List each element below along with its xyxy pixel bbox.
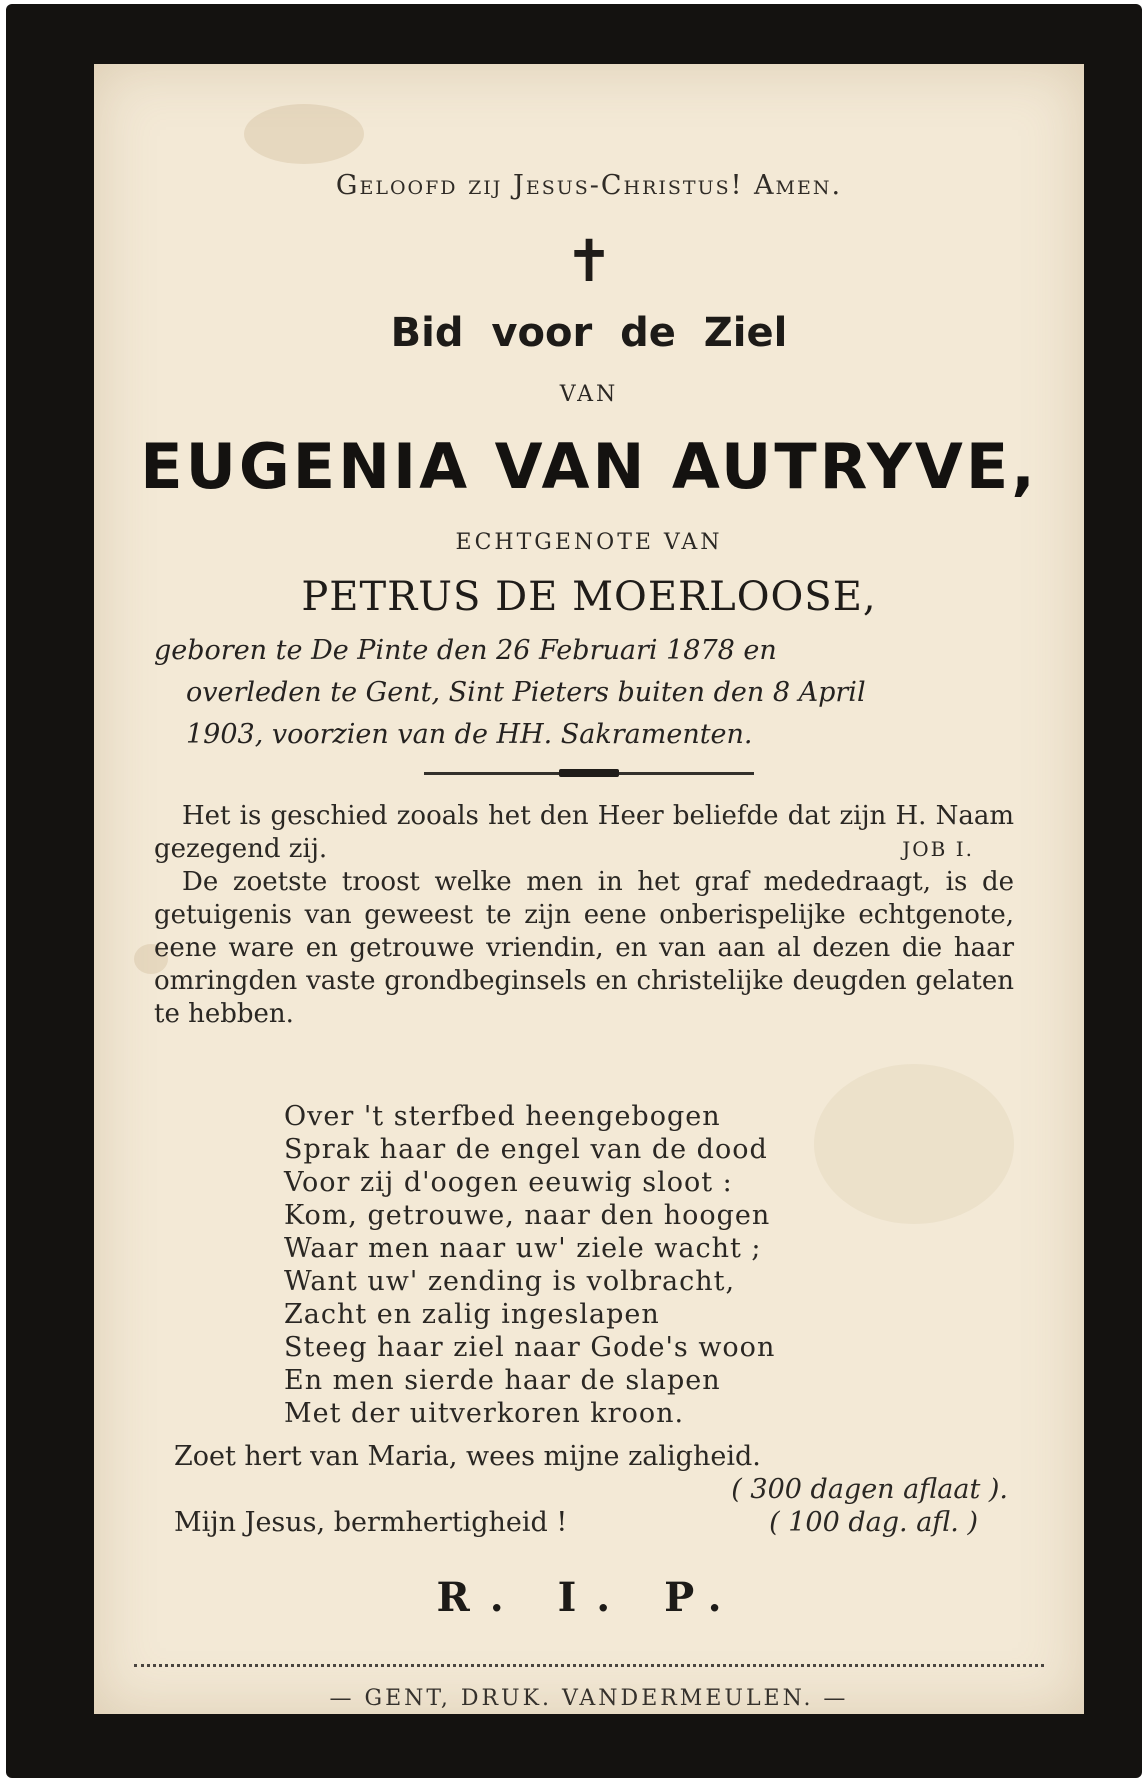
poem-line: Steeg haar ziel naar Gode's woon — [284, 1332, 776, 1363]
poem-line: Met der uitverkoren kroon. — [284, 1398, 685, 1429]
poem-line: Over 't sterfbed heengebogen — [284, 1101, 721, 1132]
indulgence-note: ( 100 dag. afl. ) — [769, 1507, 978, 1538]
poem-line: Zacht en zalig ingeslapen — [284, 1299, 660, 1330]
prayers — [174, 1440, 1014, 1539]
poem-line: Sprak haar de engel van de dood — [284, 1134, 768, 1165]
poem-line: Kom, getrouwe, naar den hoogen — [284, 1200, 771, 1231]
divider-ornament — [559, 769, 619, 777]
prayer-line: Zoet hert van Maria, wees mijne zaligheid. — [174, 1441, 761, 1472]
prayer-row — [174, 1506, 1014, 1539]
spouse-label: ECHTGENOTE VAN — [455, 530, 723, 555]
scripture-source: JOB I. — [902, 837, 974, 861]
memorial-paragraph — [154, 800, 1014, 866]
prayer-line: Mijn Jesus, bermhertigheid ! — [174, 1507, 568, 1538]
indulgence-note: ( 300 dagen aflaat ). — [731, 1474, 1008, 1505]
printer-imprint: — GENT, DRUK. VANDERMEULEN. — — [329, 1686, 849, 1711]
bio-line: geboren te De Pinte den 26 Februari 1878 en — [154, 635, 777, 666]
poem-line: Voor zij d'oogen eeuwig sloot : — [284, 1167, 733, 1198]
scripture-quote: Het is geschied zooals het den Heer beliefde dat zijn H. Naam gezegend zij. — [154, 801, 1014, 864]
prayer-title: Bid voor de Ziel — [390, 310, 788, 356]
bio-line: overleden te Gent, Sint Pieters buiten den 8 April — [186, 677, 866, 708]
poem-line: Waar men naar uw' ziele wacht ; — [284, 1233, 762, 1264]
memorial-text — [154, 800, 1014, 1031]
mourning-card-border — [6, 4, 1142, 1778]
invocation-heading: Geloofd zij Jesus-Christus! Amen. — [335, 170, 843, 201]
dotted-rule — [134, 1664, 1044, 1667]
deceased-name: EUGENIA VAN AUTRYVE, — [140, 430, 1038, 503]
bio-line: 1903, voorzien van de HH. Sakramenten. — [186, 719, 753, 750]
biography — [154, 630, 1026, 756]
latin-cross-icon: ✝ — [564, 227, 614, 295]
poem — [284, 1100, 924, 1430]
rip-text: R. I. P. — [436, 1574, 742, 1621]
van-label: VAN — [559, 382, 619, 407]
card-paper — [94, 64, 1084, 1714]
spouse-name: PETRUS DE MOERLOOSE, — [301, 574, 877, 620]
poem-line: En men sierde haar de slapen — [284, 1365, 721, 1396]
poem-line: Want uw' zending is volbracht, — [284, 1266, 736, 1297]
memorial-paragraph: De zoetste troost welke men in het graf mededraagt, is de getuigenis van geweest te zijn eene onberispelijke echtgenote, eene ware en getrouwe vriendin, en van aan al dezen die haar omringden vaste grondbeginsels en christelijke deugden gelaten te hebben. — [154, 867, 1014, 1029]
paper-stain — [244, 104, 364, 164]
